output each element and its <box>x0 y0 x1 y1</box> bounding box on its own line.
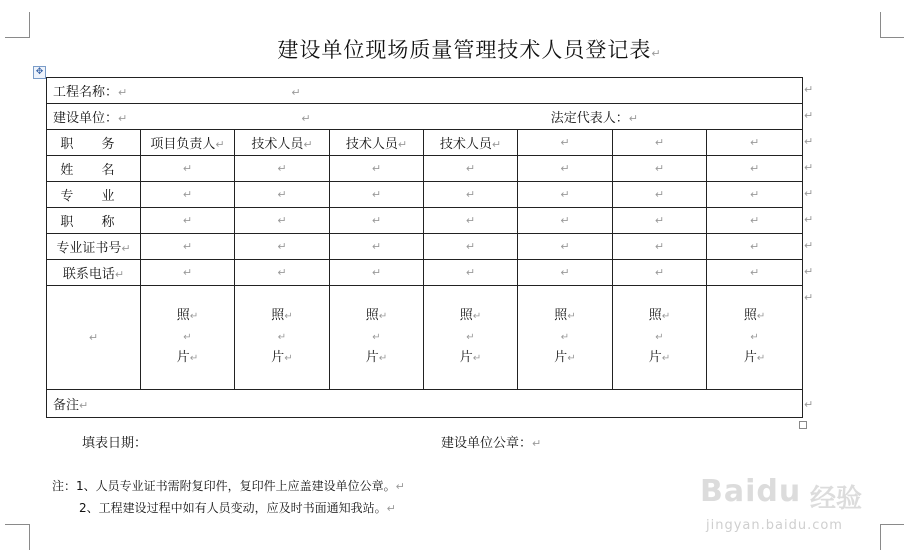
paragraph-mark-icon: ↵ <box>654 240 665 253</box>
paragraph-mark-icon: ↵ <box>189 353 199 364</box>
paragraph-mark-icon: ↵ <box>655 332 664 343</box>
paragraph-mark-icon: ↵ <box>749 266 760 279</box>
empty-cell[interactable] <box>424 260 518 286</box>
paragraph-mark-icon: ↵ <box>465 240 476 253</box>
paragraph-mark-icon: ↵ <box>567 353 576 364</box>
remarks-cell[interactable] <box>47 390 803 418</box>
paragraph-mark-icon: ↵ <box>628 112 638 125</box>
paragraph-mark-icon: ↵ <box>749 240 760 253</box>
empty-cell[interactable] <box>518 260 613 286</box>
paragraph-mark-icon: ↵ <box>277 266 287 279</box>
paragraph-mark-icon: ↵ <box>215 138 225 151</box>
paragraph-mark-icon: ↵ <box>560 136 570 149</box>
empty-cell[interactable] <box>613 130 707 156</box>
empty-cell[interactable] <box>141 208 235 234</box>
empty-cell[interactable] <box>330 208 424 234</box>
fill-date-label: 填表日期： <box>82 436 148 451</box>
role-header[interactable] <box>330 130 424 156</box>
empty-cell[interactable] <box>424 208 518 234</box>
paragraph-mark-icon: ↵ <box>277 162 287 175</box>
empty-cell[interactable] <box>518 182 613 208</box>
photo-char: 照 <box>743 308 757 323</box>
photo-char: 片 <box>271 350 285 365</box>
paragraph-mark-icon: ↵ <box>284 353 293 364</box>
paragraph-mark-icon: ↵ <box>532 437 542 450</box>
empty-cell[interactable] <box>235 234 330 260</box>
paragraph-mark-icon: ↵ <box>378 311 388 322</box>
paragraph-mark-icon: ↵ <box>371 240 382 253</box>
paragraph-mark-icon: ↵ <box>118 86 128 99</box>
role-label: 技术人员 <box>251 137 304 152</box>
empty-cell[interactable] <box>518 156 613 182</box>
paragraph-mark-icon: ↵ <box>756 311 766 322</box>
photo-label-cell[interactable] <box>47 286 141 390</box>
empty-cell[interactable] <box>330 260 424 286</box>
paragraph-mark-icon: ↵ <box>560 214 570 227</box>
table-move-handle-icon[interactable]: ✥ <box>33 66 46 79</box>
baidu-watermark <box>700 470 890 550</box>
project-name-label: 工程名称： <box>53 85 119 100</box>
empty-cell[interactable] <box>707 182 803 208</box>
paragraph-mark-icon: ↵ <box>749 162 760 175</box>
paragraph-mark-icon: ↵ <box>88 331 99 344</box>
position-label: 职 务 <box>60 137 127 152</box>
note-2-text: 2、工程建设过程中如有人员变动，应及时书面通知我站。 <box>79 501 387 515</box>
project-name-cell[interactable] <box>47 78 803 104</box>
role-header[interactable] <box>424 130 518 156</box>
paragraph-mark-icon: ↵ <box>395 480 405 493</box>
paragraph-mark-icon: ↵ <box>371 266 382 279</box>
empty-cell[interactable] <box>707 260 803 286</box>
photo-cell[interactable] <box>613 286 707 390</box>
paragraph-mark-icon: ↵ <box>749 214 760 227</box>
paragraph-mark-icon: ↵ <box>560 188 570 201</box>
title-label: 职 称 <box>60 215 127 230</box>
empty-cell[interactable] <box>141 182 235 208</box>
empty-cell[interactable] <box>613 208 707 234</box>
paragraph-mark-icon: ↵ <box>277 240 287 253</box>
paragraph-mark-icon: ↵ <box>182 162 193 175</box>
paragraph-mark-icon: ↵ <box>654 136 665 149</box>
paragraph-mark-icon: ↵ <box>301 112 311 125</box>
paragraph-mark-icon: ↵ <box>303 138 313 151</box>
name-label: 姓 名 <box>60 163 127 178</box>
position-header[interactable] <box>47 130 141 156</box>
phone-label: 联系电话 <box>62 267 115 282</box>
paragraph-mark-icon: ↵ <box>560 240 570 253</box>
document-title[interactable] <box>0 34 909 64</box>
empty-cell[interactable] <box>424 234 518 260</box>
paragraph-mark-icon: ↵ <box>560 332 570 343</box>
photo-char: 照 <box>365 308 379 323</box>
note-line-2[interactable] <box>79 499 396 516</box>
title-text[interactable]: 建设单位现场质量管理技术人员登记表 <box>277 38 652 62</box>
paragraph-mark-icon: ↵ <box>79 399 89 412</box>
table-row <box>47 286 803 390</box>
paragraph-mark-icon: ↵ <box>661 353 671 364</box>
empty-cell[interactable] <box>613 234 707 260</box>
photo-char: 照 <box>176 308 190 323</box>
role-label: 技术人员 <box>345 137 398 152</box>
paragraph-mark-icon: ↵ <box>371 162 382 175</box>
paragraph-mark-icon: ↵ <box>372 332 381 343</box>
paragraph-mark-icon: ↵ <box>466 332 475 343</box>
paragraph-mark-icon: ↵ <box>661 311 671 322</box>
paragraph-mark-icon: ↵ <box>114 268 125 281</box>
photo-cell[interactable] <box>235 286 330 390</box>
empty-cell[interactable] <box>330 156 424 182</box>
photo-cell[interactable] <box>141 286 235 390</box>
empty-cell[interactable] <box>141 156 235 182</box>
table-row <box>47 130 803 156</box>
table-row <box>47 390 803 418</box>
row-end-mark-icon: ↵ <box>804 161 814 174</box>
paragraph-mark-icon: ↵ <box>491 138 502 151</box>
photo-char: 片 <box>648 350 662 365</box>
paragraph-mark-icon: ↵ <box>749 136 760 149</box>
phone-label-cell[interactable] <box>47 260 141 286</box>
paragraph-mark-icon: ↵ <box>277 332 287 343</box>
table-resize-handle-icon[interactable] <box>799 421 807 429</box>
paragraph-mark-icon: ↵ <box>189 311 199 322</box>
empty-cell[interactable] <box>235 156 330 182</box>
paragraph-mark-icon: ↵ <box>183 332 192 343</box>
row-end-mark-icon: ↵ <box>804 398 814 411</box>
paragraph-mark-icon: ↵ <box>560 162 570 175</box>
table-row <box>47 234 803 260</box>
row-end-mark-icon: ↵ <box>804 213 814 226</box>
empty-cell[interactable] <box>330 182 424 208</box>
paragraph-mark-icon: ↵ <box>654 266 665 279</box>
empty-cell[interactable] <box>141 260 235 286</box>
paragraph-mark-icon: ↵ <box>756 353 766 364</box>
note-1-text: 注：1、人员专业证书需附复印件，复印件上应盖建设单位公章。 <box>52 479 396 493</box>
table-row <box>47 260 803 286</box>
paragraph-mark-icon: ↵ <box>750 332 759 343</box>
photo-char: 照 <box>648 308 662 323</box>
major-label: 专 业 <box>60 189 127 204</box>
name-label-cell[interactable] <box>47 156 141 182</box>
table-row <box>47 78 803 104</box>
paragraph-mark-icon: ↵ <box>472 353 482 364</box>
empty-cell[interactable] <box>235 182 330 208</box>
empty-cell[interactable] <box>424 156 518 182</box>
empty-cell[interactable] <box>518 130 613 156</box>
paragraph-mark-icon: ↵ <box>182 266 193 279</box>
role-header[interactable] <box>235 130 330 156</box>
photo-cell[interactable] <box>330 286 424 390</box>
paragraph-mark-icon: ↵ <box>291 86 301 99</box>
paragraph-mark-icon: ↵ <box>465 188 476 201</box>
cert-no-label-cell[interactable] <box>47 234 141 260</box>
photo-char: 照 <box>271 308 285 323</box>
empty-cell[interactable] <box>613 156 707 182</box>
paragraph-mark-icon: ↵ <box>654 162 665 175</box>
paragraph-mark-icon: ↵ <box>371 188 382 201</box>
paragraph-mark-icon: ↵ <box>465 266 476 279</box>
photo-cell[interactable] <box>518 286 613 390</box>
registration-table <box>46 77 803 418</box>
baidu-logo: Baidu <box>700 474 802 509</box>
jingyan-logo: 经验 <box>810 484 863 514</box>
paragraph-mark-icon: ↵ <box>654 214 665 227</box>
photo-char: 片 <box>459 350 473 365</box>
paragraph-mark-icon: ↵ <box>567 311 576 322</box>
paragraph-mark-icon: ↵ <box>560 266 570 279</box>
photo-char: 片 <box>554 350 568 365</box>
empty-cell[interactable] <box>518 234 613 260</box>
role-header[interactable] <box>141 130 235 156</box>
table-row <box>47 156 803 182</box>
paragraph-mark-icon: ↵ <box>182 240 193 253</box>
role-label: 项目负责人 <box>150 137 216 152</box>
paragraph-mark-icon: ↵ <box>277 214 287 227</box>
row-end-mark-icon: ↵ <box>804 109 814 122</box>
empty-cell[interactable] <box>707 156 803 182</box>
photo-char: 片 <box>743 350 757 365</box>
title-label-cell[interactable] <box>47 208 141 234</box>
photo-cell[interactable] <box>707 286 803 390</box>
remarks-label: 备注 <box>53 398 80 413</box>
row-end-mark-icon: ↵ <box>804 265 814 278</box>
paragraph-mark-icon: ↵ <box>371 214 382 227</box>
watermark-url: jingyan.baidu.com <box>706 518 843 533</box>
paragraph-mark-icon: ↵ <box>182 188 193 201</box>
row-end-mark-icon: ↵ <box>804 83 814 96</box>
paragraph-mark-icon: ↵ <box>397 138 408 151</box>
legal-rep-label: 法定代表人： <box>550 111 629 126</box>
crop-mark <box>5 524 29 525</box>
paragraph-mark-icon: ↵ <box>465 214 476 227</box>
builder-cell[interactable] <box>47 104 803 130</box>
photo-cell[interactable] <box>424 286 518 390</box>
photo-char: 片 <box>176 350 190 365</box>
builder-label: 建设单位： <box>53 111 119 126</box>
row-end-mark-icon: ↵ <box>804 291 814 304</box>
row-end-mark-icon: ↵ <box>804 135 814 148</box>
row-end-mark-icon: ↵ <box>804 187 814 200</box>
crop-mark <box>29 524 30 550</box>
empty-cell[interactable] <box>707 208 803 234</box>
empty-cell[interactable] <box>707 130 803 156</box>
empty-cell[interactable] <box>235 208 330 234</box>
table-row <box>47 182 803 208</box>
empty-cell[interactable] <box>424 182 518 208</box>
cert-no-label: 专业证书号 <box>56 241 122 256</box>
empty-cell[interactable] <box>141 234 235 260</box>
row-end-mark-icon: ↵ <box>804 239 814 252</box>
empty-cell[interactable] <box>613 182 707 208</box>
photo-char: 照 <box>459 308 473 323</box>
empty-cell[interactable] <box>518 208 613 234</box>
paragraph-mark-icon: ↵ <box>465 162 476 175</box>
paragraph-mark-icon: ↵ <box>651 47 662 60</box>
paragraph-mark-icon: ↵ <box>182 214 193 227</box>
paragraph-mark-icon: ↵ <box>277 188 287 201</box>
photo-char: 片 <box>365 350 379 365</box>
table-row <box>47 208 803 234</box>
empty-cell[interactable] <box>330 234 424 260</box>
seal-line[interactable] <box>441 432 541 451</box>
fill-date-line[interactable] <box>82 432 147 451</box>
paragraph-mark-icon: ↵ <box>654 188 665 201</box>
paragraph-mark-icon: ↵ <box>284 311 293 322</box>
paragraph-mark-icon: ↵ <box>118 112 128 125</box>
note-line-1[interactable] <box>52 477 405 494</box>
table-row <box>47 104 803 130</box>
major-label-cell[interactable] <box>47 182 141 208</box>
empty-cell[interactable] <box>235 260 330 286</box>
seal-label: 建设单位公章： <box>441 436 533 451</box>
empty-cell[interactable] <box>613 260 707 286</box>
paragraph-mark-icon: ↵ <box>378 353 388 364</box>
role-label: 技术人员 <box>439 137 492 152</box>
paragraph-mark-icon: ↵ <box>472 311 482 322</box>
empty-cell[interactable] <box>707 234 803 260</box>
paragraph-mark-icon: ↵ <box>749 188 760 201</box>
paragraph-mark-icon: ↵ <box>121 242 131 255</box>
paragraph-mark-icon: ↵ <box>386 502 396 515</box>
photo-char: 照 <box>554 308 568 323</box>
